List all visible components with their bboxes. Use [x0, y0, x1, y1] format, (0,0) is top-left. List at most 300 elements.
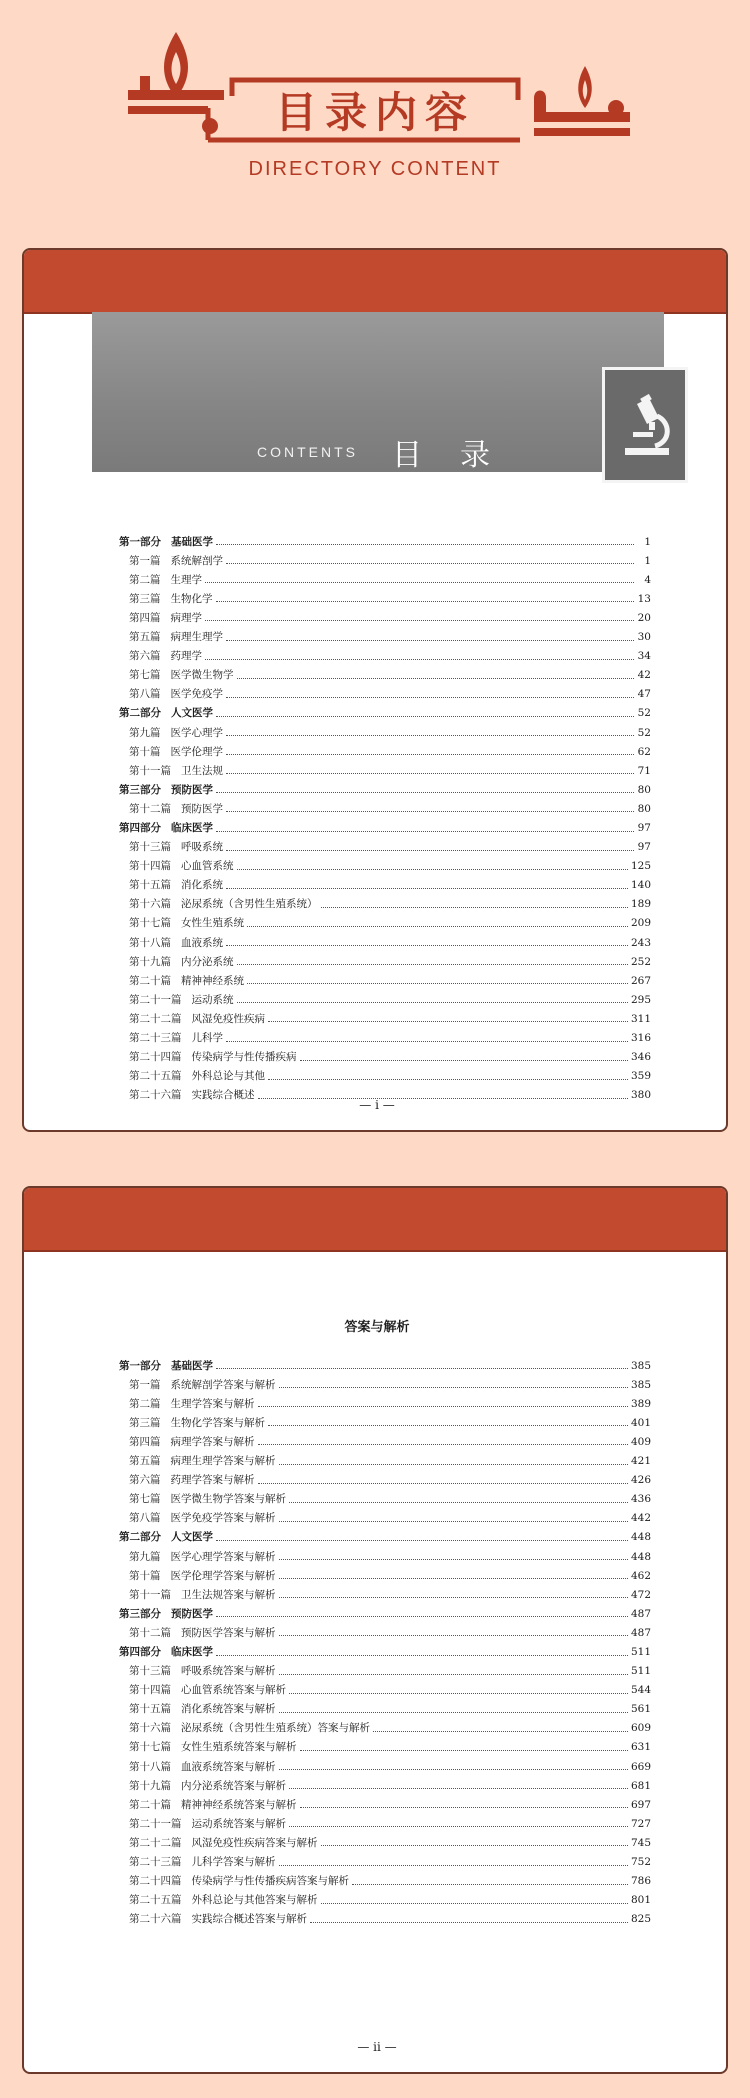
toc-entry-number: 第三篇: [129, 592, 161, 605]
toc-entry-number: 第二十六篇: [129, 1913, 182, 1926]
toc-entry-title: 生物化学: [170, 592, 213, 605]
toc-entry-number: 第十六篇: [129, 1722, 171, 1735]
toc-page-number: 97: [637, 841, 651, 854]
dot-leader: [258, 1443, 628, 1445]
toc-page-number: 825: [630, 1913, 651, 1926]
toc-entry-row[interactable]: [119, 1696, 651, 1715]
toc-entry-title: 系统解剖学答案与解析: [170, 1378, 276, 1391]
toc-entry-number: 第九篇: [129, 726, 161, 739]
photo-title: 目录: [392, 438, 528, 473]
toc-entry-title: 基础医学: [171, 535, 213, 548]
toc-page-number: 30: [637, 631, 651, 644]
toc-entry-number: 第二十一篇: [129, 993, 182, 1006]
banner-subtitle: DIRECTORY CONTENT: [248, 158, 502, 180]
toc-page-number: 609: [630, 1722, 651, 1735]
toc-entry-title: 精神神经系统: [181, 974, 244, 987]
toc-entry-title: 风湿免疫性疾病答案与解析: [191, 1836, 318, 1849]
toc-entry-number: 第九篇: [129, 1550, 161, 1563]
toc-entry-row[interactable]: [119, 1063, 651, 1082]
toc-entry-title: 生物化学答案与解析: [170, 1416, 265, 1429]
toc-entry-number: 第一篇: [129, 554, 161, 567]
toc-entry-number: 第八篇: [129, 1512, 161, 1525]
toc-entry-row[interactable]: [119, 986, 651, 1005]
toc-entry-label: [119, 1838, 318, 1849]
contents-card: [22, 248, 728, 1132]
toc-entry-label: [119, 1742, 297, 1753]
toc-entry-row[interactable]: [119, 1005, 651, 1024]
toc-entry-row[interactable]: [119, 1868, 651, 1887]
toc-entry-number: 第二部分: [119, 1531, 161, 1544]
toc-entry-row[interactable]: [119, 795, 651, 814]
toc-entry-number: 第十三篇: [129, 1665, 171, 1678]
toc-entry-title: 人文医学: [171, 707, 213, 720]
toc-page-number: 786: [630, 1875, 651, 1888]
toc-page-number: 62: [637, 745, 651, 758]
toc-entry-row[interactable]: [119, 872, 651, 891]
dot-leader: [216, 1654, 628, 1656]
dot-leader: [300, 1806, 628, 1808]
toc-entry-row[interactable]: [119, 1486, 651, 1505]
toc-entry-row[interactable]: [119, 1715, 651, 1734]
toc-entry-label: [119, 1800, 297, 1811]
toc-page-number: 436: [630, 1493, 651, 1506]
dot-leader: [258, 1405, 628, 1407]
toc-entry-row[interactable]: [119, 1024, 651, 1043]
dot-leader: [268, 1078, 628, 1080]
toc-entry-title: 卫生法规答案与解析: [181, 1588, 276, 1601]
toc-part-row[interactable]: [119, 1524, 651, 1543]
toc-entry-number: 第五篇: [129, 631, 161, 644]
dot-leader: [321, 906, 628, 908]
toc-entry-row[interactable]: [119, 853, 651, 872]
toc-entry-row[interactable]: [119, 948, 651, 967]
toc-entry-row[interactable]: [119, 604, 651, 623]
dot-leader: [205, 619, 634, 621]
toc-entry-number: 第七篇: [129, 1493, 161, 1506]
toc-entry-label: [119, 823, 213, 834]
toc-page-number: 140: [630, 879, 651, 892]
toc-entry-title: 心血管系统答案与解析: [181, 1684, 286, 1697]
dot-leader: [226, 696, 634, 698]
dot-leader: [289, 1692, 628, 1694]
toc-page-number: 752: [630, 1856, 651, 1869]
toc-entry-row[interactable]: [119, 1848, 651, 1867]
toc-entry-row[interactable]: [119, 1467, 651, 1486]
dot-leader: [216, 715, 634, 717]
toc-entry-label: [119, 594, 213, 605]
microscope-icon: [619, 394, 675, 458]
toc-entry-title: 病理生理学: [170, 631, 223, 644]
photo-contents-label: CONTENTS: [257, 444, 358, 460]
dot-leader: [247, 925, 628, 927]
toc-page-number: 125: [630, 860, 651, 873]
toc-page-number: 801: [630, 1894, 651, 1907]
card-header-bar: [24, 1188, 726, 1252]
toc-entry-number: 第四篇: [129, 1435, 161, 1448]
toc-part-row[interactable]: [119, 528, 651, 547]
toc-entry-row[interactable]: [119, 1044, 651, 1063]
toc-entry-number: 第三部分: [119, 783, 161, 796]
toc-entry-row[interactable]: [119, 910, 651, 929]
toc-entry-number: 第六篇: [129, 650, 161, 663]
toc-entry-row[interactable]: [119, 681, 651, 700]
dot-leader: [310, 1921, 628, 1923]
toc-entry-label: [119, 1914, 307, 1925]
toc-page-number: 20: [637, 611, 651, 624]
toc-entry-label: [119, 747, 223, 758]
page-number: — ii —: [357, 2040, 397, 2054]
toc-entry-label: [119, 1704, 276, 1715]
toc-entry-label: [119, 1819, 286, 1830]
dot-leader: [226, 944, 628, 946]
toc-entry-row[interactable]: [119, 1887, 651, 1906]
toc-entry-title: 传染病学与性传播疾病答案与解析: [191, 1875, 349, 1888]
toc-entry-number: 第二十二篇: [129, 1836, 182, 1849]
toc-entry-number: 第五篇: [129, 1455, 161, 1468]
dot-leader: [300, 1749, 628, 1751]
toc-entry-number: 第十五篇: [129, 1703, 171, 1716]
toc-entry-title: 呼吸系统: [181, 841, 223, 854]
dot-leader: [226, 772, 634, 774]
toc-entry-title: 女性生殖系统答案与解析: [181, 1741, 297, 1754]
toc-entry-row[interactable]: [119, 1562, 651, 1581]
toc-entry-title: 外科总论与其他答案与解析: [191, 1894, 318, 1907]
toc-entry-number: 第十七篇: [129, 1741, 171, 1754]
toc-entry-label: [119, 1456, 276, 1467]
toc-page-number: 697: [630, 1798, 651, 1811]
toc-entry-label: [119, 1647, 213, 1658]
toc-entry-label: [119, 1418, 265, 1429]
toc-entry-title: 呼吸系统答案与解析: [181, 1665, 276, 1678]
toc-entry-title: 预防医学: [181, 802, 223, 815]
toc-entry-number: 第四篇: [129, 611, 161, 624]
toc-entry-title: 运动系统: [191, 993, 234, 1006]
toc-entry-label: [119, 785, 213, 796]
dot-leader: [216, 1367, 628, 1369]
toc-entry-label: [119, 556, 223, 567]
header-banner: [0, 0, 750, 200]
toc-entry-title: 泌尿系统（含男性生殖系统）: [181, 898, 318, 911]
toc-entry-title: 系统解剖学: [170, 554, 223, 567]
toc-page-number: 47: [637, 688, 651, 701]
toc-entry-label: [119, 861, 234, 872]
dot-leader: [289, 1787, 628, 1789]
toc-entry-label: [119, 976, 244, 987]
toc-entry-number: 第十篇: [129, 1569, 161, 1582]
answers-title: 答案与解析: [344, 1320, 410, 1335]
toc-entry-row[interactable]: [119, 623, 651, 642]
toc-entry-title: 内分泌系统: [181, 955, 234, 968]
toc-entry-row[interactable]: [119, 1371, 651, 1390]
toc-entry-label: [119, 938, 223, 949]
toc-entry-label: [119, 918, 244, 929]
toc-entry-label: [119, 1033, 223, 1044]
toc-entry-row[interactable]: [119, 719, 651, 738]
toc-entry-title: 医学微生物学: [170, 669, 234, 682]
toc-entry-label: [119, 804, 223, 815]
toc-entry-number: 第十四篇: [129, 1684, 171, 1697]
toc-entry-row[interactable]: [119, 643, 651, 662]
toc-part-row[interactable]: [119, 814, 651, 833]
toc-entry-label: [119, 1437, 255, 1448]
toc-entry-number: 第三篇: [129, 1416, 161, 1429]
toc-entry-row[interactable]: [119, 1772, 651, 1791]
dot-leader: [279, 1558, 628, 1560]
toc-page-number: 669: [630, 1760, 651, 1773]
toc-entry-label: [119, 1494, 286, 1505]
toc-entry-title: 病理学答案与解析: [170, 1435, 255, 1448]
toc-entry-row[interactable]: [119, 1390, 651, 1409]
toc-entry-row[interactable]: [119, 662, 651, 681]
toc-entry-row[interactable]: [119, 834, 651, 853]
toc-entry-row[interactable]: [119, 1505, 651, 1524]
toc-entry-number: 第十六篇: [129, 898, 171, 911]
toc-entry-label: [119, 708, 213, 719]
toc-entry-title: 儿科学答案与解析: [191, 1856, 276, 1869]
card-header-bar: [24, 250, 726, 314]
toc-entry-title: 女性生殖系统: [181, 917, 244, 930]
toc-entry-label: [119, 1781, 286, 1792]
dot-leader: [226, 639, 634, 641]
toc-entry-number: 第四部分: [119, 1646, 161, 1658]
toc-entry-row[interactable]: [119, 891, 651, 910]
toc-entry-title: 精神神经系统答案与解析: [181, 1798, 297, 1811]
toc-entry-row[interactable]: [119, 585, 651, 604]
toc-entry-title: 血液系统答案与解析: [181, 1760, 276, 1773]
toc-entry-title: 药理学: [170, 650, 202, 663]
dot-leader: [268, 1424, 628, 1426]
toc-entry-number: 第二十二篇: [129, 1012, 182, 1025]
toc-page-number: 189: [630, 898, 651, 911]
toc-page-number: 311: [630, 1012, 651, 1025]
toc-page-number: 1: [644, 554, 651, 567]
toc-entry-title: 人文医学: [171, 1531, 213, 1544]
toc-entry-title: 医学心理学: [170, 726, 223, 739]
toc-entry-title: 临床医学: [171, 1646, 213, 1658]
toc-entry-row[interactable]: [119, 1906, 651, 1925]
dot-leader: [226, 810, 634, 812]
toc-entry-row[interactable]: [119, 929, 651, 948]
toc-entry-number: 第十一篇: [129, 764, 171, 777]
toc-page-number: 681: [630, 1779, 651, 1792]
toc-entry-number: 第十八篇: [129, 936, 171, 949]
toc-entry-row[interactable]: [119, 1791, 651, 1810]
toc-entry-number: 第一部分: [119, 535, 161, 548]
toc-entry-row[interactable]: [119, 1734, 651, 1753]
toc-entry-number: 第二十五篇: [129, 1894, 182, 1907]
toc-page-number: 97: [637, 822, 651, 834]
toc-entry-row[interactable]: [119, 1409, 651, 1428]
toc-page-number: 745: [630, 1836, 651, 1849]
toc-entry-number: 第一篇: [129, 1378, 161, 1391]
toc-entry-row[interactable]: [119, 967, 651, 986]
toc-entry-label: [119, 1762, 276, 1773]
dot-leader: [321, 1844, 628, 1846]
toc-part-row[interactable]: [119, 1600, 651, 1619]
dot-leader: [300, 1059, 628, 1061]
toc-entry-number: 第二篇: [129, 573, 161, 586]
toc-entry-label: [119, 1723, 370, 1734]
toc-page-number: 80: [637, 783, 651, 796]
toc-entry-row[interactable]: [119, 738, 651, 757]
dot-leader: [216, 791, 634, 793]
toc-entry-label: [119, 1857, 276, 1868]
dot-leader: [226, 887, 628, 889]
toc-entry-label: [119, 1399, 255, 1410]
banner-title: 目录内容: [274, 88, 475, 137]
toc-entry-title: 医学免疫学答案与解析: [170, 1512, 276, 1525]
microscope-icon-box: [602, 367, 688, 483]
toc-entry-title: 泌尿系统（含男性生殖系统）答案与解析: [181, 1722, 370, 1735]
toc-part-row[interactable]: [119, 776, 651, 795]
toc-entry-number: 第二篇: [129, 1397, 161, 1410]
dot-leader: [226, 849, 634, 851]
toc-entry-title: 运动系统答案与解析: [191, 1817, 286, 1830]
toc-entry-label: [119, 1071, 265, 1082]
toc-page-number: 52: [637, 707, 651, 720]
dot-leader: [279, 1634, 628, 1636]
toc-entry-title: 实践综合概述答案与解析: [191, 1913, 307, 1926]
toc-entry-label: [119, 537, 213, 548]
toc-entry-title: 消化系统答案与解析: [181, 1703, 276, 1716]
toc-entry-number: 第十一篇: [129, 1588, 171, 1601]
toc-page-number: 462: [630, 1569, 651, 1582]
page-number: — i —: [359, 1098, 395, 1112]
toc-entry-number: 第六篇: [129, 1474, 161, 1487]
toc-entry-label: [119, 632, 223, 643]
toc-page-number: 511: [630, 1665, 651, 1678]
toc-page-number: 4: [644, 573, 651, 586]
toc-part-row[interactable]: [119, 1352, 651, 1371]
toc-entry-number: 第二十三篇: [129, 1856, 182, 1869]
contents-photo: [92, 312, 664, 472]
toc-page-number: 544: [630, 1684, 651, 1697]
toc-entry-title: 预防医学: [171, 783, 213, 796]
dot-leader: [237, 677, 635, 679]
toc-entry-label: [119, 670, 234, 681]
toc-entry-number: 第十四篇: [129, 860, 171, 873]
dot-leader: [279, 1673, 628, 1675]
toc-entry-row[interactable]: [119, 1829, 651, 1848]
toc-entry-row[interactable]: [119, 1619, 651, 1638]
dot-leader: [268, 1020, 628, 1022]
toc-page-number: 243: [630, 936, 651, 949]
toc-entry-number: 第二十一篇: [129, 1817, 182, 1830]
toc-entry-row[interactable]: [119, 757, 651, 776]
toc-entry-row[interactable]: [119, 566, 651, 585]
dot-leader: [216, 600, 635, 602]
toc-entry-row[interactable]: [119, 1428, 651, 1447]
toc-entry-label: [119, 1571, 276, 1582]
toc-entry-number: 第二十篇: [129, 1798, 171, 1811]
toc-entry-label: [119, 1895, 318, 1906]
toc-page-number: 487: [630, 1626, 651, 1639]
toc-page-number: 442: [630, 1512, 651, 1525]
dot-leader: [279, 1463, 628, 1465]
dot-leader: [321, 1902, 628, 1904]
toc-part-row[interactable]: [119, 1638, 651, 1657]
toc-entry-title: 医学伦理学: [170, 745, 223, 758]
toc-page-number: 426: [630, 1474, 651, 1487]
dot-leader: [216, 830, 634, 832]
toc-page-number: 511: [630, 1646, 651, 1658]
toc-entry-title: 医学微生物学答案与解析: [170, 1493, 286, 1506]
toc-entry-title: 预防医学答案与解析: [181, 1626, 276, 1639]
dot-leader: [226, 562, 634, 564]
toc-entry-label: [119, 1513, 276, 1524]
toc-entry-title: 医学心理学答案与解析: [170, 1550, 276, 1563]
toc-entry-label: [119, 1685, 286, 1696]
toc-page-number: 448: [630, 1550, 651, 1563]
dot-leader: [226, 734, 634, 736]
toc-page-number: 359: [630, 1070, 651, 1083]
toc-entry-label: [119, 1014, 265, 1025]
toc-entry-row[interactable]: [119, 1543, 651, 1562]
toc-entry-title: 消化系统: [181, 879, 223, 892]
dot-leader: [216, 1615, 628, 1617]
dot-leader: [247, 982, 628, 984]
toc-entry-number: 第十二篇: [129, 802, 171, 815]
toc-page-number: 316: [630, 1032, 651, 1045]
toc-entry-label: [119, 1666, 276, 1677]
toc-entry-number: 第二部分: [119, 707, 161, 720]
dot-leader: [352, 1883, 628, 1885]
toc-entry-label: [119, 689, 223, 700]
toc-entry-label: [119, 1361, 213, 1372]
toc-entry-title: 实践综合概述: [191, 1089, 255, 1102]
toc-part-row[interactable]: [119, 700, 651, 719]
dot-leader: [237, 868, 628, 870]
dot-leader: [279, 1768, 628, 1770]
toc-entry-row[interactable]: [119, 1447, 651, 1466]
toc-entry-number: 第二十三篇: [129, 1032, 182, 1045]
toc-page-number: 409: [630, 1435, 651, 1448]
dot-leader: [226, 1040, 628, 1042]
toc-page-number: 561: [630, 1703, 651, 1716]
toc-entry-number: 第十九篇: [129, 955, 171, 968]
toc-entry-title: 儿科学: [191, 1032, 223, 1045]
toc-entry-row[interactable]: [119, 1810, 651, 1829]
toc-page-number: 209: [630, 917, 651, 930]
toc-page-number: 34: [637, 650, 651, 663]
answers-list: [119, 1352, 651, 1925]
toc-entry-number: 第十三篇: [129, 841, 171, 854]
toc-entry-title: 生理学: [170, 573, 202, 586]
toc-page-number: 252: [630, 955, 651, 968]
toc-entry-number: 第二十五篇: [129, 1070, 182, 1083]
toc-page-number: 389: [630, 1397, 651, 1410]
toc-entry-title: 基础医学: [171, 1359, 213, 1372]
toc-entry-row[interactable]: [119, 1677, 651, 1696]
toc-entry-title: 血液系统: [181, 936, 223, 949]
dot-leader: [279, 1864, 628, 1866]
toc-entry-title: 生理学答案与解析: [170, 1397, 255, 1410]
toc-entry-row[interactable]: [119, 547, 651, 566]
toc-entry-row[interactable]: [119, 1753, 651, 1772]
toc-entry-number: 第八篇: [129, 688, 161, 701]
dot-leader: [205, 581, 634, 583]
toc-page-number: 346: [630, 1051, 651, 1064]
toc-page-number: 631: [630, 1741, 651, 1754]
toc-page-number: 448: [630, 1531, 651, 1544]
toc-entry-row[interactable]: [119, 1581, 651, 1600]
toc-entry-label: [119, 766, 223, 777]
toc-entry-row[interactable]: [119, 1658, 651, 1677]
toc-entry-number: 第四部分: [119, 822, 161, 834]
dot-leader: [279, 1520, 628, 1522]
toc-entry-title: 外科总论与其他: [191, 1070, 265, 1083]
dot-leader: [279, 1711, 628, 1713]
